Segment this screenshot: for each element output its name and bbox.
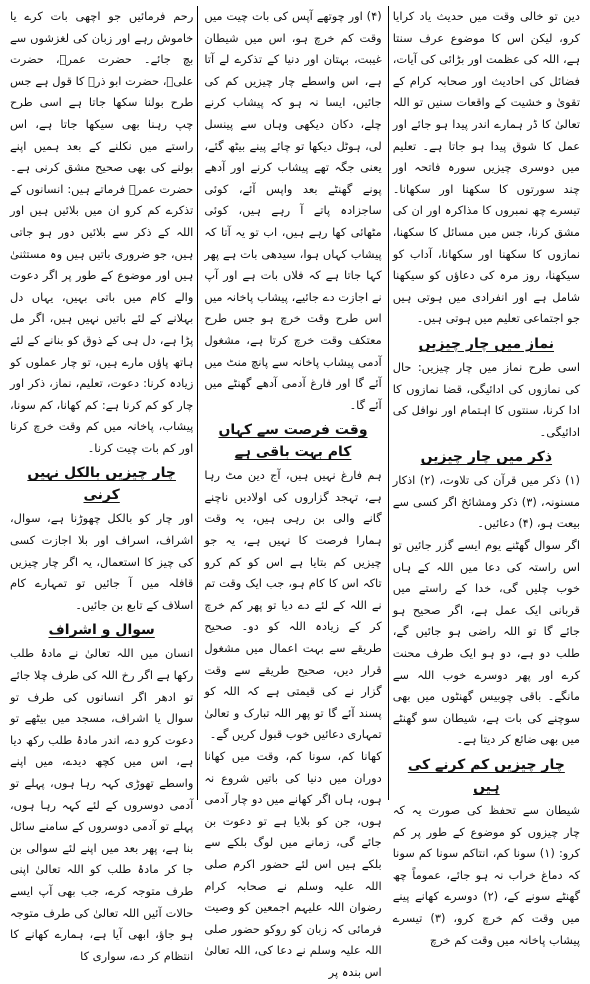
column-left <box>4 6 197 963</box>
paragraph: ہم فارغ نہیں ہیں، آج دین مٹ رہا ہے، تہجد گزاروں کی اولادیں ناچنے گانے والی بن رہی ہیں، یہ وقت ہمارا فرصت کا نہیں ہے، یہ جو چیزیں کم بتایا ہے اس کو کم کرو تاکہ اس کا کام ہو، جب ایک وقت تم نے اللہ کے لئے دے دیا تو پھر کم خرچ کر کے زیادہ اللہ کو دو۔ صحیح طریقے سے بہت اعمال میں مشغول قرار دیں، صحیح طریقے سے وقت گزار نے کی قیمتی ہے کہ اللہ کو پسند آئے گا تو پھر اللہ تبارک و تعالیٰ تمہاری دعائیں خوب قبول کریں گے۔ <box>204 468 382 742</box>
paragraph: دین تو خالی وقت میں حدیث یاد کرایا کرو، لیکن اس کا موضوع عرف سنتا ہے، اللہ کی عظمت اور بڑائی کی آیات، فضائل کی احادیث اور صحابہ کرام کے تقویٰ و خشیت کے واقعات سنیں تو اللہ تعالیٰ کا ڈر ہمارے اندر پیدا ہو جائے اور عمل کا شوق پیدا ہو جاتا ہے۔ تعلیم میں دوسری چیزیں سورہ فاتحہ اور چند سورتوں کا سکھنا اور سکھانا۔ تیسرے چھ نمبروں کا مذاکرہ اور ان کی مشق کرنا، جس میں مسائل کا سکھنا، نمازوں کا سکھنا اور سکھانا، آداب کو سیکھنا، روز مرہ کی دعاؤں کو سیکھنا شامل ہے اور انفرادی میں ہوتی ہیں جو اجتماعی تعلیم میں ہوتی ہیں۔ <box>392 9 580 326</box>
paragraph: (۱) ذکر میں قرآن کی تلاوت، (۲) اذکار مسنونہ، (۳) ذکر ومشائخ اگر کسی سے بیعت ہو، (۴) دعائیں۔ <box>392 473 580 531</box>
paragraph: انسان میں اللہ تعالیٰ نے مادۂ طلب رکھا ہے اگر رخ اللہ کی طرف چلا جائے تو ادھر اگر انسانوں کی طرف تو سوال یا اشراف، مسجد میں بیٹھے تو دعوت کرو دے، اندر مادۂ طلب رکھ دیا ہے، اس میں کچھ دیدے، میں اپنے واسطے تھوڑی کہہ رہا ہوں، پہلے تو آدمی دوسروں کے لئے کہہ رہا ہوں، پہلے تو آدمی دوسروں کے سامنے سائل بنا ہے، پھر بعد میں اپنے لئے سوالی بن جا کر مادۂ طلب کو اللہ تعالیٰ اپنی طرف متوجہ کرے، جب بھی آپ ایسے حالات آئیں اللہ تعالیٰ کی طرف متوجہ ہو جاؤ، ابھی آیا ہے، ہمارے کھانے کا انتظام کر دے، سواری کا <box>10 646 194 963</box>
paragraph: کھانا کم، سونا کم، وقت میں کھانا دوران میں دنیا کی باتیں شروع نہ ہوں، ہاں اگر کھانے میں دو چار آدمی ہوں، جن کو بلایا ہے تو دعوت بن جائے گی، زمانے میں لوگ بلکے سے بلکے ہیں اس لئے حضور اکرم صلی اللہ علیہ وسلم نے صحابہ کرام رضوان اللہ علیہم اجمعین کو وصیت فرمائی کہ زبان کو روکو حضور صلی اللہ علیہ وسلم نے دعا کی، اللہ تعالیٰ اس بندہ پر <box>204 749 382 979</box>
section-heading: وقت فرصت سے کہاں کام بہت باقی ہے <box>218 422 368 461</box>
section-heading: ذکر میں چار چیزیں <box>420 449 553 466</box>
paragraph: اسی طرح نماز میں چار چیزیں: حال کی نمازوں کی ادائیگی، قضا نمازوں کا ادا کرنا، سنتوں کا اہتمام اور نوافل کی ادائیگی۔ <box>392 359 580 439</box>
paragraph: شیطان سے تحفظ کی صورت یہ کہ چار چیزوں کو موضوع کے طور پر کم کرو: (۱) سونا کم، انتاکم سونا کم سونا کہ دماغ خراب نہ ہو جائے، عموماً چھ گھنٹے سونے کے، (۲) دوسرے کھانے پینے میں وقت کم خرچ کرو، (۳) تیسرے پیشاب پاخانہ میں وقت کم خرچ <box>392 803 581 947</box>
section-heading: سوال و اشراف <box>48 622 155 639</box>
paragraph: اور چار کو بالکل چھوڑنا ہے، سوال، اشراف، اسراف اور بلا اجازت کسی کی چیز کا استعمال، یہ اگر چار چیزیں قافلہ میں آ جائیں تو تمہارے کام اسلاف کے تابع بن جائیں۔ <box>10 511 194 612</box>
paragraph: اگر سوال گھٹنے یوم ایسے گزر جائیں تو اس راستہ کی دعا میں اللہ کے ہاں خوب چلیں گی، خدا کے راستے میں قربانی ایک عمل ہے، اگر صحیح ہو جائے گا تو اللہ راضی ہو جائیں گے، طلب دو ہے، دو ہو ایک طرف محنت کرے اور پھر دوسرے خوب اللہ سے مانگے۔ باقی چوبیس گھنٹوں میں بھی سوچنے کی بات ہے، شیطان سو گھنٹے میں بھی ضائع کر دیتا ہے۔ <box>392 538 580 747</box>
section-heading: چار چیزیں بالکل نہیں کرنی <box>27 465 176 504</box>
column-right <box>389 6 586 947</box>
paragraph: (۴) اور چوتھے آپس کی بات چیت میں وقت کم خرچ ہو، اس میں شیطان غیبت، بہتان اور دنیا کے تذکرے لے آتا ہے، اس واسطے چار چیزیں کم کی جائیں، ایسا نہ ہو کہ پیشاب کرنے چلے، دکان دیکھی وہاں سے پینسل لی، ہوٹل دیکھا تو چائے پینے بیٹھ گئے، یعنی جگہ تھے پیشاب کرنے اور آدھے پونے گھنٹے بعد واپس آئے، کوئی ساجزادہ پاتے آ رہے ہیں، کوئی مٹھائی کھا رہے ہیں، اب تو یہ آتا کہ پیشاب کہاں ہوا، سیدھی بات ہے پھر کہا جاتا ہے کہ فلاں بات ہے اور آپ نے اجازت دے جائیے، پیشاب پاخانہ میں اس طرح وقت خرچ ہو جس طرح معتکف وقت خرچ کرتا ہے، مشغول آدمی پیشاب پاخانہ سے پانچ منٹ میں آئے گا اور فارغ آدمی آدھے گھنٹے میں آئے گا۔ <box>204 9 382 412</box>
paragraph: رحم فرمائیں جو اچھی بات کرے یا خاموش رہے اور زبان کی لغزشوں سے بچ جائے۔ حضرت عمرؓ، حضرت علیؓ، حضرت ابو ذرؓ کا قول ہے جس طرح بولنا سکھا جاتا ہے اسی طرح چپ رہنا بھی سیکھا جاتا ہے، اس راستے میں نکلنے کے بعد ہمیں اپنے بولنے کی بھی صحیح مشق کرنی ہے۔ حضرت عمرؓ فرماتے ہیں: انسانوں کے تذکرے کم کرو ان میں بلائیں ہیں اور اللہ کے ذکر سے بلائیں دور ہو جاتی ہیں، جو ضروری باتیں ہیں وہ مستثنیٰ ہیں اور موضوع کے طور پر اگر دعوت والے کام میں باتی بہیں، یہاں دل بہلانے کے لئے باتیں نہیں ہیں، اگر مل پڑا ہے، دل ہی کے ذوق کو بنانے کے لئے ہاتھ پاؤں مارے ہیں، تو چار عملوں کو زیادہ کرنا: دعوت، تعلیم، نماز، ذکر اور چار کو کم کرنا ہے: کم کھانا، کم سونا، پیشاب، پاخانہ میں کم وقت خرچ کرنا اور کم بات چیت کرنا۔ <box>10 9 194 455</box>
section-heading: نماز میں چار چیزیں <box>418 335 555 352</box>
column-middle <box>198 6 387 979</box>
section-heading: چار چیزیں کم کرنے کی ہیں <box>407 757 565 795</box>
